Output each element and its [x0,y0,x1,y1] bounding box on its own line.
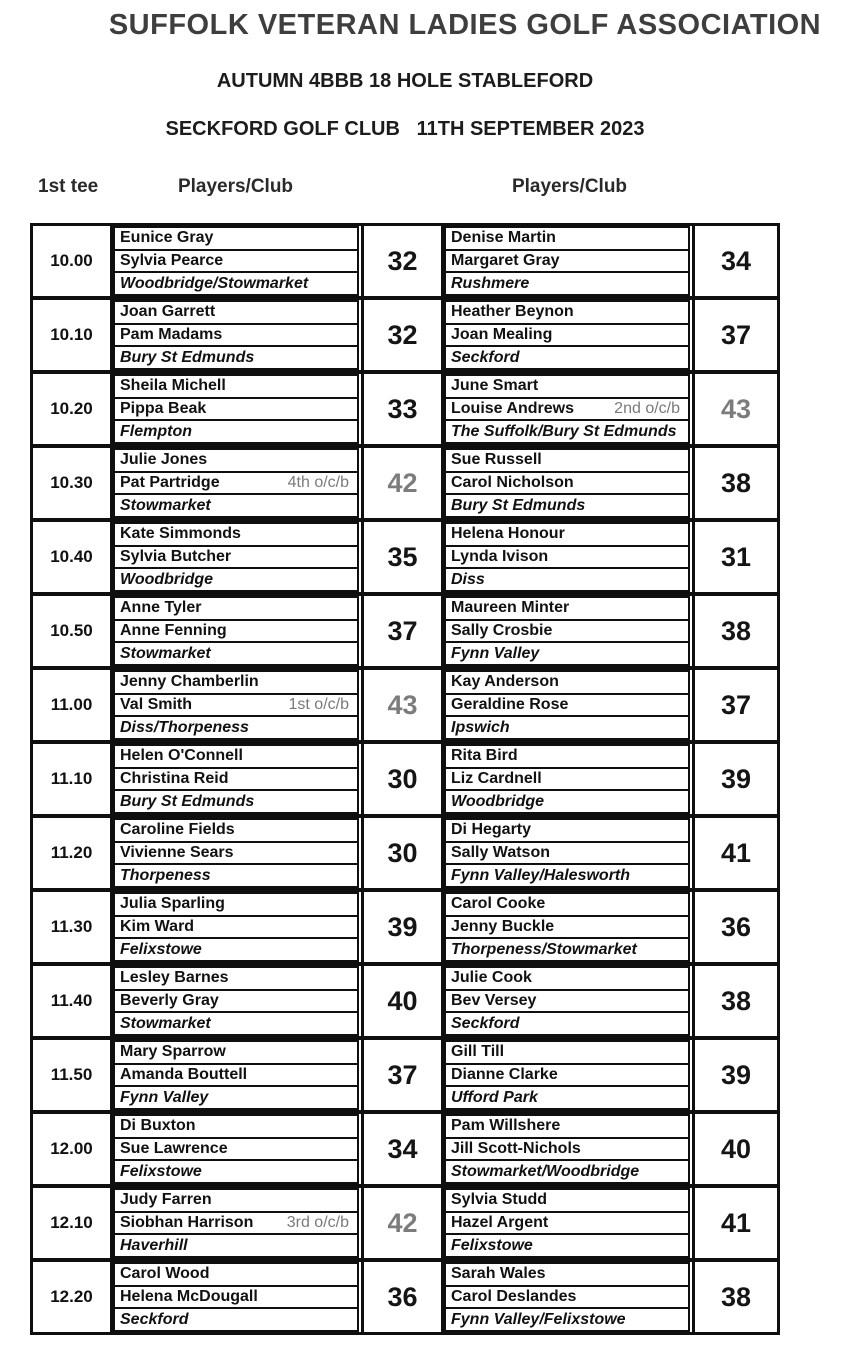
players-club-right [444,522,692,592]
score-right: 39 [692,1040,777,1110]
tee-time-row [33,374,777,448]
club-name [444,271,690,296]
player2-name [444,1285,690,1310]
club-name-text: Fynn Valley/Felixstowe [451,1310,626,1328]
player2-name [444,989,690,1014]
player-name-text: Caroline Fields [120,821,235,839]
player-name-text: Jenny Buckle [451,918,555,935]
player-name-text: Dianne Clarke [451,1066,558,1083]
ocb-annotation: 1st o/c/b [288,696,349,713]
players-club-right [444,818,692,888]
tee-time: 11.20 [33,818,113,888]
player1-name [113,1114,359,1139]
player2-name [444,915,690,940]
club-name [113,345,359,370]
tee-time: 10.30 [33,448,113,518]
player-name-text: Joan Mealing [451,326,553,343]
player1-name [113,374,359,399]
club-name-text: Thorpeness [120,866,211,884]
tee-time-row [33,966,777,1040]
player-name-text: Carol Deslandes [451,1288,577,1305]
player-name-text: Geraldine Rose [451,696,569,713]
score-right: 36 [692,892,777,962]
player-name-text: Gill Till [451,1043,505,1061]
club-name [113,715,359,740]
club-name [113,419,359,444]
player-name-text: Kay Anderson [451,673,559,691]
player-name-text: Denise Martin [451,229,556,247]
players-club-left [113,1262,361,1332]
club-name-text: Seckford [120,1310,189,1328]
player1-name [113,818,359,843]
players-club-left [113,226,361,296]
player-name-text: Pippa Beak [120,400,207,417]
player-name-text: Amanda Bouttell [120,1066,248,1083]
tee-time: 11.30 [33,892,113,962]
score-left: 40 [361,966,444,1036]
player2-name [113,545,359,570]
score-right: 39 [692,744,777,814]
column-header-spacer [361,176,444,198]
score-right: 38 [692,596,777,666]
club-name-text: Stowmarket [120,1014,211,1032]
player-name-text: Pam Willshere [451,1117,561,1135]
player1-name [444,596,690,621]
score-left: 42 [361,448,444,518]
column-header-players-right: Players/Club [511,176,628,197]
player1-name [113,448,359,473]
tee-time-row [33,1114,777,1188]
player2-name [444,1211,690,1236]
club-name [113,1307,359,1332]
player1-name [113,744,359,769]
players-club-left [113,966,361,1036]
club-name [444,567,690,592]
score-left: 30 [361,818,444,888]
tee-time: 11.50 [33,1040,113,1110]
player-name-text: Sylvia Pearce [120,252,224,269]
score-left: 42 [361,1188,444,1258]
player-name-text: Carol Cooke [451,895,546,913]
event-subtitle: AUTUMN 4BBB 18 HOLE STABLEFORD [216,70,594,92]
players-club-left [113,744,361,814]
player1-name [444,448,690,473]
players-club-left [113,1040,361,1110]
club-name-text: Fynn Valley [451,644,540,662]
player-name-text: Helena McDougall [120,1288,258,1305]
players-club-left [113,596,361,666]
player-name-text: Val Smith [120,696,193,713]
tee-time: 12.10 [33,1188,113,1258]
club-name-text: Flempton [120,422,192,440]
player1-name [444,818,690,843]
player-name-text: Beverly Gray [120,992,219,1009]
score-right: 43 [692,374,777,444]
player2-name [113,989,359,1014]
players-club-right [444,744,692,814]
club-name-text: Stowmarket [120,496,211,514]
club-name [444,1307,690,1332]
player2-name [113,1137,359,1162]
score-right: 41 [692,818,777,888]
score-right: 38 [692,1262,777,1332]
player-name-text: Kim Ward [120,918,195,935]
tee-time-row [33,892,777,966]
player1-name [113,522,359,547]
club-name [113,937,359,962]
column-header-row [30,176,780,198]
score-right: 41 [692,1188,777,1258]
column-header-players-left: Players/Club [177,176,294,197]
player-name-text: Vivienne Sears [120,844,234,861]
ocb-annotation: 3rd o/c/b [286,1214,349,1231]
player2-name [444,471,690,496]
results-table [30,223,780,1335]
player2-name [113,397,359,422]
players-club-left [113,818,361,888]
tee-time-row [33,596,777,670]
player2-name [113,1063,359,1088]
player1-name [113,1040,359,1065]
tee-time: 10.00 [33,226,113,296]
club-name-text: Stowmarket/Woodbridge [451,1162,640,1180]
player-name-text: Louise Andrews [451,400,574,417]
club-name [444,789,690,814]
player1-name [444,1262,690,1287]
players-club-right [444,966,692,1036]
player1-name [113,226,359,251]
player2-name [113,249,359,274]
score-right: 37 [692,300,777,370]
player-name-text: Sue Russell [451,451,542,469]
player2-name [113,471,359,496]
player2-name [444,841,690,866]
player1-name [444,744,690,769]
club-name-text: Woodbridge [451,792,545,810]
players-club-right [444,300,692,370]
player-name-text: Judy Farren [120,1191,212,1209]
players-club-left [113,374,361,444]
player2-name [113,693,359,718]
player-name-text: Sally Watson [451,844,550,861]
player-name-text: Sylvia Studd [451,1191,548,1209]
player-name-text: Siobhan Harrison [120,1214,254,1231]
player-name-text: Sylvia Butcher [120,548,232,565]
player-name-text: Sue Lawrence [120,1140,228,1157]
player1-name [444,1188,690,1213]
player-name-text: Anne Fenning [120,622,227,639]
player1-name [444,1114,690,1139]
club-name-text: Stowmarket [120,644,211,662]
player-name-text: Di Hegarty [451,821,532,839]
club-name-text: Bury St Edmunds [120,348,255,366]
player-name-text: Carol Wood [120,1265,210,1283]
players-club-right [444,892,692,962]
score-left: 35 [361,522,444,592]
club-name [444,641,690,666]
tee-time-row [33,744,777,818]
player2-name [113,767,359,792]
player-name-text: Maureen Minter [451,599,570,617]
players-club-left [113,892,361,962]
player-name-text: Sarah Wales [451,1265,546,1283]
club-name-text: Haverhill [120,1236,188,1254]
club-name-text: Fynn Valley [120,1088,209,1106]
score-right: 34 [692,226,777,296]
player2-name [444,249,690,274]
score-left: 34 [361,1114,444,1184]
club-name-text: Diss/Thorpeness [120,718,249,736]
club-name [444,345,690,370]
player2-name [444,1137,690,1162]
player-name-text: Kate Simmonds [120,525,241,543]
venue-date-subtitle: SECKFORD GOLF CLUB 11TH SEPTEMBER 2023 [165,118,645,140]
players-club-right [444,1114,692,1184]
players-club-right [444,374,692,444]
score-left: 37 [361,1040,444,1110]
players-club-left [113,1114,361,1184]
club-name-text: Diss [451,570,485,588]
club-name [113,863,359,888]
player-name-text: Lynda Ivison [451,548,549,565]
players-club-right [444,1262,692,1332]
club-name-text: Seckford [451,1014,520,1032]
players-club-left [113,448,361,518]
score-left: 32 [361,226,444,296]
player-name-text: Lesley Barnes [120,969,229,987]
club-name [113,1233,359,1258]
tee-time-row [33,300,777,374]
player-name-text: Eunice Gray [120,229,214,247]
club-name-text: Thorpeness/Stowmarket [451,940,637,958]
player2-name [444,767,690,792]
player1-name [113,966,359,991]
player-name-text: Liz Cardnell [451,770,542,787]
player-name-text: Bev Versey [451,992,537,1009]
score-left: 30 [361,744,444,814]
player1-name [113,1188,359,1213]
club-name [113,1085,359,1110]
club-name [444,1159,690,1184]
player1-name [113,596,359,621]
score-right: 31 [692,522,777,592]
player-name-text: Helena Honour [451,525,565,543]
tee-time: 10.20 [33,374,113,444]
tee-time: 10.10 [33,300,113,370]
club-name [113,567,359,592]
player-name-text: Pat Partridge [120,474,220,491]
tee-time: 11.00 [33,670,113,740]
club-name-text: Woodbridge [120,570,214,588]
score-left: 33 [361,374,444,444]
club-name-text: Seckford [451,348,520,366]
club-name-text: Bury St Edmunds [451,496,586,514]
player1-name [113,300,359,325]
tee-time: 12.20 [33,1262,113,1332]
score-right: 38 [692,966,777,1036]
player2-name [444,397,690,422]
club-name [444,937,690,962]
tee-time-row [33,818,777,892]
player-name-text: Anne Tyler [120,599,202,617]
players-club-right [444,670,692,740]
player1-name [444,892,690,917]
player-name-text: Julie Jones [120,451,208,469]
club-name [113,1159,359,1184]
ocb-annotation: 4th o/c/b [287,474,349,491]
player1-name [113,1262,359,1287]
club-name-text: Fynn Valley/Halesworth [451,866,631,884]
player-name-text: Julia Sparling [120,895,225,913]
score-left: 43 [361,670,444,740]
player-name-text: Margaret Gray [451,252,560,269]
player-name-text: Rita Bird [451,747,518,765]
player1-name [444,966,690,991]
player-name-text: Hazel Argent [451,1214,549,1231]
column-header-spacer [695,176,780,198]
header-block [30,71,780,140]
player1-name [113,892,359,917]
club-name [444,863,690,888]
player1-name [444,1040,690,1065]
club-name [444,715,690,740]
players-club-right [444,226,692,296]
tee-time: 12.00 [33,1114,113,1184]
club-name [113,493,359,518]
club-name [444,1011,690,1036]
page-title: SUFFOLK VETERAN LADIES GOLF ASSOCIATION [108,9,822,41]
player-name-text: Helen O'Connell [120,747,243,765]
club-name [113,789,359,814]
tee-time-row [33,1262,777,1332]
tee-time-row [33,522,777,596]
club-name [113,1011,359,1036]
players-club-left [113,522,361,592]
club-name [113,271,359,296]
players-club-left [113,1188,361,1258]
score-left: 37 [361,596,444,666]
player1-name [444,670,690,695]
player1-name [444,522,690,547]
players-club-right [444,1040,692,1110]
player-name-text: June Smart [451,377,539,395]
players-club-right [444,596,692,666]
player1-name [444,226,690,251]
score-right: 40 [692,1114,777,1184]
players-club-right [444,448,692,518]
club-name-text: Ufford Park [451,1088,538,1106]
club-name [444,1233,690,1258]
column-header-tee: 1st tee [38,176,99,197]
tee-time: 10.40 [33,522,113,592]
club-name-text: The Suffolk/Bury St Edmunds [451,422,677,440]
players-club-right [444,1188,692,1258]
tee-time-row [33,226,777,300]
club-name [113,641,359,666]
club-name-text: Rushmere [451,274,530,292]
score-right: 38 [692,448,777,518]
player-name-text: Jill Scott-Nichols [451,1140,581,1157]
player-name-text: Mary Sparrow [120,1043,226,1061]
club-name-text: Felixstowe [120,940,202,958]
player2-name [444,693,690,718]
player2-name [444,545,690,570]
score-right: 37 [692,670,777,740]
player-name-text: Julie Cook [451,969,532,987]
player-name-text: Joan Garrett [120,303,216,321]
player-name-text: Carol Nicholson [451,474,574,491]
tee-time-row [33,1188,777,1262]
tee-time-row [33,1040,777,1114]
player2-name [113,1285,359,1310]
club-name [444,493,690,518]
player-name-text: Sheila Michell [120,377,226,395]
tee-time-row [33,448,777,522]
player1-name [444,374,690,399]
player1-name [444,300,690,325]
player2-name [444,323,690,348]
player-name-text: Sally Crosbie [451,622,553,639]
tee-time: 11.40 [33,966,113,1036]
tee-time: 11.10 [33,744,113,814]
player-name-text: Heather Beynon [451,303,574,321]
club-name [444,1085,690,1110]
player2-name [113,841,359,866]
player2-name [113,619,359,644]
club-name-text: Felixstowe [451,1236,533,1254]
player2-name [444,619,690,644]
players-club-left [113,300,361,370]
club-name-text: Woodbridge/Stowmarket [120,274,309,292]
score-left: 39 [361,892,444,962]
club-name [444,419,690,444]
club-name-text: Ipswich [451,718,510,736]
player2-name [113,323,359,348]
player-name-text: Di Buxton [120,1117,196,1135]
club-name-text: Bury St Edmunds [120,792,255,810]
player2-name [113,915,359,940]
players-club-left [113,670,361,740]
club-name-text: Felixstowe [120,1162,202,1180]
player2-name [444,1063,690,1088]
player1-name [113,670,359,695]
tee-time: 10.50 [33,596,113,666]
ocb-annotation: 2nd o/c/b [614,400,680,417]
player2-name [113,1211,359,1236]
score-left: 36 [361,1262,444,1332]
player-name-text: Jenny Chamberlin [120,673,259,691]
tee-time-row [33,670,777,744]
player-name-text: Christina Reid [120,770,229,787]
player-name-text: Pam Madams [120,326,223,343]
score-left: 32 [361,300,444,370]
